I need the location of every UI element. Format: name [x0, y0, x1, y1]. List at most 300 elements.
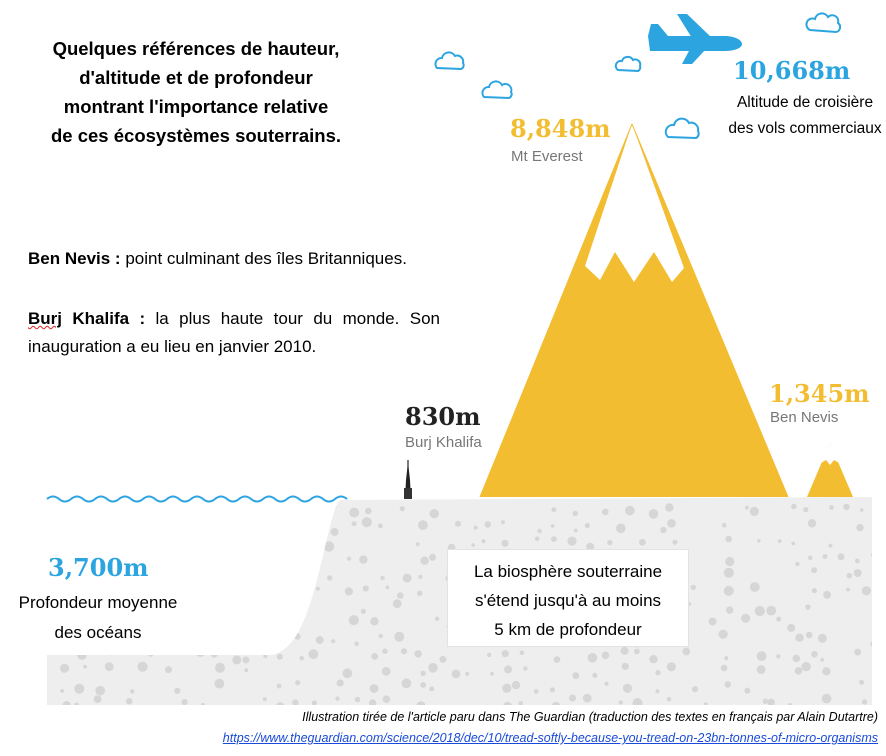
ground-pebble — [592, 673, 597, 678]
ground-pebble — [292, 699, 299, 706]
ground-pebble — [554, 656, 561, 663]
ground-pebble — [572, 672, 579, 679]
ground-pebble — [380, 576, 385, 581]
ground-pebble — [429, 686, 434, 691]
ground-pebble — [485, 521, 491, 527]
ground-pebble — [776, 654, 780, 658]
ground-pebble — [724, 568, 734, 578]
ground-pebble — [622, 663, 629, 670]
ground-pebble — [828, 544, 832, 548]
ground-pebble — [150, 524, 156, 530]
ground-pebble — [401, 648, 407, 654]
ground-pebble — [244, 668, 248, 672]
ground-pebble — [667, 519, 676, 528]
ground-pebble — [766, 606, 776, 616]
ground-pebble — [359, 555, 367, 563]
ground-pebble — [860, 508, 864, 512]
ground-pebble — [159, 543, 168, 552]
ground-pebble — [214, 571, 223, 580]
ground-pebble — [129, 523, 135, 529]
cloud-icon — [482, 81, 511, 98]
ground-pebble — [607, 540, 612, 545]
ground-pebble — [501, 540, 508, 547]
everest-value: 8,848m — [510, 114, 611, 143]
ground-pebble — [277, 654, 283, 660]
ground-pebble — [829, 505, 834, 510]
ground-pebble — [823, 554, 828, 559]
ground-pebble — [166, 525, 173, 532]
ground-pebble — [501, 520, 505, 524]
ground-pebble — [439, 656, 446, 663]
ground-pebble — [502, 650, 509, 657]
ground-pebble — [252, 593, 257, 598]
ground-pebble — [795, 562, 799, 566]
ground-pebble — [393, 599, 402, 608]
ground-pebble — [251, 524, 260, 533]
ground-pebble — [383, 695, 391, 703]
ground-pebble — [266, 559, 274, 567]
ground-pebble — [295, 585, 303, 593]
ground-pebble — [400, 506, 405, 511]
ground-pebble — [44, 505, 49, 510]
ground-pebble — [838, 553, 845, 560]
ground-pebble — [294, 633, 300, 639]
ground-pebble — [44, 520, 54, 530]
ground-pebble — [660, 527, 666, 533]
ground-pebble — [534, 689, 539, 694]
ground-pebble — [619, 700, 623, 704]
ground-pebble — [382, 649, 387, 654]
ground-pebble — [414, 650, 421, 657]
ground-pebble — [41, 668, 46, 673]
ground-pebble — [847, 573, 853, 579]
ground-pebble — [116, 540, 120, 544]
ground-pebble — [416, 542, 420, 546]
ground-pebble — [363, 585, 369, 591]
ground-pebble — [709, 618, 717, 626]
ground-pebble — [665, 503, 673, 511]
ground-pebble — [263, 632, 268, 637]
ground-pebble — [623, 684, 632, 693]
ground-pebble — [174, 688, 180, 694]
ground-pebble — [474, 526, 478, 530]
ground-pebble — [854, 649, 861, 656]
ben-nevis-note: Ben Nevis : point culminant des îles Britanniques. — [28, 249, 407, 268]
ground-pebble — [164, 705, 170, 711]
ground-pebble — [110, 504, 118, 512]
ground-pebble — [242, 656, 249, 663]
ground-pebble — [704, 702, 708, 706]
ground-pebble — [352, 521, 357, 526]
burj-khalifa-value: 830m — [405, 402, 481, 431]
ground-pebble — [418, 575, 422, 579]
ground-pebble — [862, 699, 867, 704]
ground-pebble — [129, 509, 134, 514]
ground-pebble — [808, 519, 816, 527]
ground-pebble — [295, 680, 300, 685]
ground-pebble — [130, 689, 134, 693]
ground-pebble — [299, 656, 304, 661]
ground-pebble — [843, 504, 849, 510]
ground-pebble — [846, 588, 850, 592]
ground-pebble — [692, 686, 698, 692]
ground-pebble — [74, 703, 79, 708]
ground-pebble — [726, 606, 733, 613]
ground-pebble — [196, 648, 205, 657]
ground-pebble — [725, 536, 732, 543]
ground-pebble — [95, 686, 105, 696]
ground-pebble — [355, 697, 361, 703]
ground-pebble — [822, 694, 832, 704]
ground-pebble — [60, 664, 69, 673]
ground-pebble — [252, 553, 257, 558]
ground-pebble — [167, 505, 173, 511]
ground-pebble — [126, 698, 133, 705]
ground-pebble — [299, 609, 306, 616]
ground-pebble — [855, 559, 860, 564]
ground-pebble — [639, 539, 646, 546]
ground-pebble — [574, 529, 578, 533]
ground-pebble — [725, 557, 734, 566]
ground-pebble — [378, 524, 383, 529]
ground-pebble — [201, 703, 205, 707]
ground-pebble — [801, 662, 810, 671]
ground-pebble — [755, 606, 765, 616]
ocean-depth-caption: Profondeur moyenne des océans — [18, 593, 178, 642]
ground-pebble — [218, 528, 224, 534]
ground-pebble — [871, 551, 879, 559]
airplane-icon — [648, 14, 742, 64]
ground-pebble — [452, 670, 461, 679]
ground-pebble — [504, 665, 512, 673]
ground-pebble — [263, 654, 267, 658]
ground-pebble — [106, 521, 112, 527]
ground-pebble — [267, 573, 275, 581]
ground-pebble — [165, 666, 172, 673]
ground-pebble — [343, 668, 353, 678]
ground-pebble — [811, 651, 818, 658]
ground-pebble — [418, 520, 428, 530]
ground-pebble — [421, 671, 426, 676]
ground-pebble — [258, 528, 265, 535]
ground-pebble — [523, 666, 527, 670]
source-link[interactable]: https://www.theguardian.com/science/2018/dec/10/tread-softly-because-you-tread-on-23bn-tonnes-of-micro-organisms — [222, 731, 878, 745]
ground-pebble — [634, 649, 640, 655]
ground-pebble — [232, 655, 241, 664]
ground-pebble — [724, 586, 734, 596]
ground-pebble — [750, 582, 760, 592]
cruise-altitude-caption: Altitude de croisière des vols commerciaux — [728, 94, 882, 137]
ground-pebble — [321, 527, 325, 531]
ground-pebble — [327, 575, 332, 580]
ground-pebble — [417, 591, 422, 596]
ground-pebble — [795, 667, 803, 675]
ground-pebble — [567, 537, 576, 546]
burj-khalifa-tower — [404, 460, 412, 499]
ground-pebble — [625, 506, 635, 516]
ground-pebble — [260, 502, 270, 512]
cloud-icon — [616, 57, 640, 71]
ben-nevis-value: 1,345m — [769, 379, 870, 408]
ground-pebble — [551, 536, 557, 542]
ground-pebble — [309, 649, 319, 659]
ground-pebble — [217, 552, 226, 561]
ground-pebble — [757, 665, 766, 674]
ground-pebble — [585, 523, 590, 528]
ground-pebble — [91, 518, 101, 528]
ground-pebble — [209, 513, 216, 520]
ground-pebble — [791, 542, 795, 546]
ground-pebble — [806, 632, 813, 639]
ground-pebble — [58, 502, 68, 512]
ground-pebble — [672, 540, 677, 545]
ground-pebble — [535, 537, 540, 542]
ground-pebble — [259, 592, 263, 596]
ground-pebble — [805, 604, 810, 609]
ground-pebble — [520, 651, 525, 656]
ground-pebble — [378, 634, 383, 639]
ground-pebble — [550, 687, 555, 692]
ground-pebble — [212, 607, 216, 611]
ground-pebble — [220, 619, 224, 623]
ground-pebble — [820, 658, 824, 662]
ground-pebble — [332, 505, 336, 509]
ground-pebble — [823, 591, 831, 599]
ground-pebble — [266, 608, 273, 615]
ground-pebble — [345, 587, 353, 595]
ground-pebble — [808, 556, 813, 561]
ground-pebble — [682, 648, 690, 656]
biosphere-box: La biosphère souterraine s'étend jusqu'à au moins 5 km de profondeur — [447, 549, 689, 647]
ground-pebble — [877, 650, 884, 657]
ground-pebble — [750, 507, 759, 516]
ground-pebble — [621, 647, 629, 655]
ground-pebble — [757, 539, 761, 543]
ground-pebble — [471, 543, 475, 547]
ground-pebble — [812, 588, 817, 593]
ground-pebble — [191, 540, 196, 545]
ground-pebble — [656, 689, 660, 693]
ground-pebble — [365, 508, 372, 515]
ground-pebble — [649, 509, 659, 519]
ground-pebble — [211, 591, 220, 600]
ground-pebble — [429, 554, 436, 561]
ground-pebble — [397, 592, 404, 599]
ground-pebble — [394, 632, 404, 642]
ground-pebble — [870, 641, 876, 647]
everest-mountain — [480, 124, 788, 497]
ground-pebble — [803, 507, 808, 512]
ground-pebble — [42, 701, 46, 705]
ground-pebble — [512, 681, 520, 689]
ground-pebble — [537, 529, 541, 533]
ground-pebble — [258, 540, 265, 547]
credit-text: Illustration tirée de l'article paru dans The Guardian (traduction des textes en français par Alain Dutartre) — [302, 710, 878, 724]
ground-pebble — [231, 525, 241, 535]
ground-pebble — [263, 697, 267, 701]
ground-pebble — [767, 699, 774, 706]
ground-pebble — [175, 557, 180, 562]
page-title: Quelques références de hauteur, d'altitude et de profondeur montrant l'importance relative de ces écosystèmes souterrains. — [51, 38, 341, 146]
ground-pebble — [349, 615, 359, 625]
ground-pebble — [856, 524, 863, 531]
ground-pebble — [63, 701, 71, 709]
ground-pebble — [331, 528, 339, 536]
ground-pebble — [337, 679, 344, 686]
ground-pebble — [776, 617, 781, 622]
ground-pebble — [143, 538, 147, 542]
ground-pebble — [465, 672, 469, 676]
ground-pebble — [243, 623, 250, 630]
ground-pebble — [369, 699, 376, 706]
ground-pebble — [215, 663, 225, 673]
ground-pebble — [54, 537, 64, 547]
ground-pebble — [291, 571, 301, 581]
ocean-wave-line — [47, 497, 347, 502]
burj-khalifa-label: Burj Khalifa — [405, 434, 482, 451]
ground-pebble — [331, 639, 335, 643]
cloud-icon — [666, 119, 699, 138]
ground-pebble — [482, 539, 486, 543]
ground-pebble — [744, 688, 750, 694]
ground-pebble — [386, 586, 390, 590]
ground-pebble — [604, 682, 608, 686]
ground-pebble — [362, 517, 372, 527]
ground-pebble — [818, 634, 827, 643]
ground-pebble — [275, 640, 282, 647]
ground-pebble — [435, 617, 439, 621]
ground-pebble — [248, 541, 255, 548]
ground-pebble — [811, 567, 817, 573]
cruise-altitude-value: 10,668m — [733, 56, 851, 85]
ground-pebble — [94, 695, 102, 703]
ground-pebble — [854, 569, 862, 577]
ground-pebble — [243, 631, 252, 640]
ground-pebble — [787, 624, 795, 632]
ground-pebble — [551, 507, 556, 512]
ground-pebble — [455, 521, 461, 527]
ben-nevis-label: Ben Nevis — [770, 409, 839, 426]
ground-pebble — [602, 509, 609, 516]
ground-pebble — [319, 510, 324, 515]
ground-pebble — [873, 526, 882, 535]
ground-pebble — [354, 641, 359, 646]
ground-pebble — [89, 648, 95, 654]
ground-pebble — [226, 617, 232, 623]
ground-pebble — [335, 696, 339, 700]
ground-pebble — [583, 694, 592, 703]
ground-pebble — [725, 681, 731, 687]
ground-pebble — [90, 510, 98, 518]
ground-pebble — [588, 653, 598, 663]
burj-khalifa-note: Burj Khalifa : la plus haute tour du monde. Son inauguration a eu lieu en janvier 2010. — [28, 309, 440, 356]
ground-pebble — [312, 700, 317, 705]
ground-pebble — [43, 541, 49, 547]
ben-nevis-mountain — [807, 443, 853, 497]
ground-pebble — [430, 509, 439, 518]
ground-pebble — [286, 508, 291, 513]
ground-pebble — [83, 665, 87, 669]
ground-pebble — [77, 650, 87, 660]
ground-pebble — [793, 655, 801, 663]
ground-pebble — [301, 526, 308, 533]
everest-label: Mt Everest — [511, 148, 583, 165]
ground-pebble — [795, 634, 803, 642]
ground-pebble — [163, 552, 170, 559]
ground-pebble — [283, 537, 287, 541]
ground-pebble — [382, 667, 391, 676]
ground-pebble — [487, 653, 491, 657]
cloud-icon — [806, 13, 840, 32]
ground-pebble — [295, 540, 305, 550]
ground-pebble — [158, 648, 165, 655]
ground-pebble — [316, 587, 320, 591]
ground-pebble — [719, 630, 728, 639]
ground-pebble — [74, 684, 84, 694]
ground-pebble — [309, 553, 316, 560]
ground-pebble — [552, 702, 561, 711]
ground-pebble — [880, 695, 886, 705]
ground-pebble — [551, 524, 555, 528]
ground-pebble — [616, 524, 626, 534]
ground-pebble — [878, 604, 886, 613]
ground-pebble — [778, 539, 782, 543]
ground-pebble — [788, 703, 792, 707]
ground-pebble — [655, 670, 660, 675]
ground-pebble — [371, 653, 378, 660]
ground-pebble — [105, 662, 114, 671]
ground-pebble — [862, 586, 871, 595]
ground-pebble — [859, 680, 864, 685]
ground-pebble — [370, 684, 379, 693]
ground-pebble — [210, 537, 217, 544]
ground-pebble — [763, 699, 768, 704]
ground-pebble — [324, 541, 334, 551]
ground-pebble — [138, 662, 148, 672]
ground-pebble — [151, 514, 155, 518]
ground-pebble — [420, 682, 426, 688]
ground-pebble — [722, 523, 727, 528]
ground-pebble — [757, 651, 767, 661]
ground-pebble — [721, 665, 728, 672]
ground-pebble — [202, 558, 207, 563]
ground-pebble — [569, 695, 576, 702]
ground-pebble — [420, 557, 428, 565]
ground-pebble — [276, 702, 284, 710]
ground-pebble — [428, 663, 438, 673]
ground-pebble — [573, 511, 578, 516]
ground-pebble — [277, 591, 286, 600]
ground-pebble — [745, 506, 749, 510]
ground-pebble — [316, 636, 324, 644]
ocean-depth-value: 3,700m — [48, 553, 149, 582]
ground-pebble — [210, 637, 216, 643]
ground-pebble — [347, 557, 351, 561]
ground-pebble — [148, 652, 153, 657]
ground-pebble — [791, 504, 797, 510]
ground-pebble — [275, 553, 281, 559]
ground-pebble — [361, 609, 366, 614]
ground-pebble — [416, 701, 425, 710]
ground-pebble — [724, 656, 728, 660]
ground-pebble — [402, 678, 412, 688]
ground-pebble — [649, 655, 657, 663]
ground-pebble — [231, 507, 236, 512]
ground-pebble — [633, 698, 643, 708]
ground-pebble — [182, 699, 188, 705]
ground-pebble — [370, 617, 378, 625]
ground-pebble — [602, 652, 610, 660]
